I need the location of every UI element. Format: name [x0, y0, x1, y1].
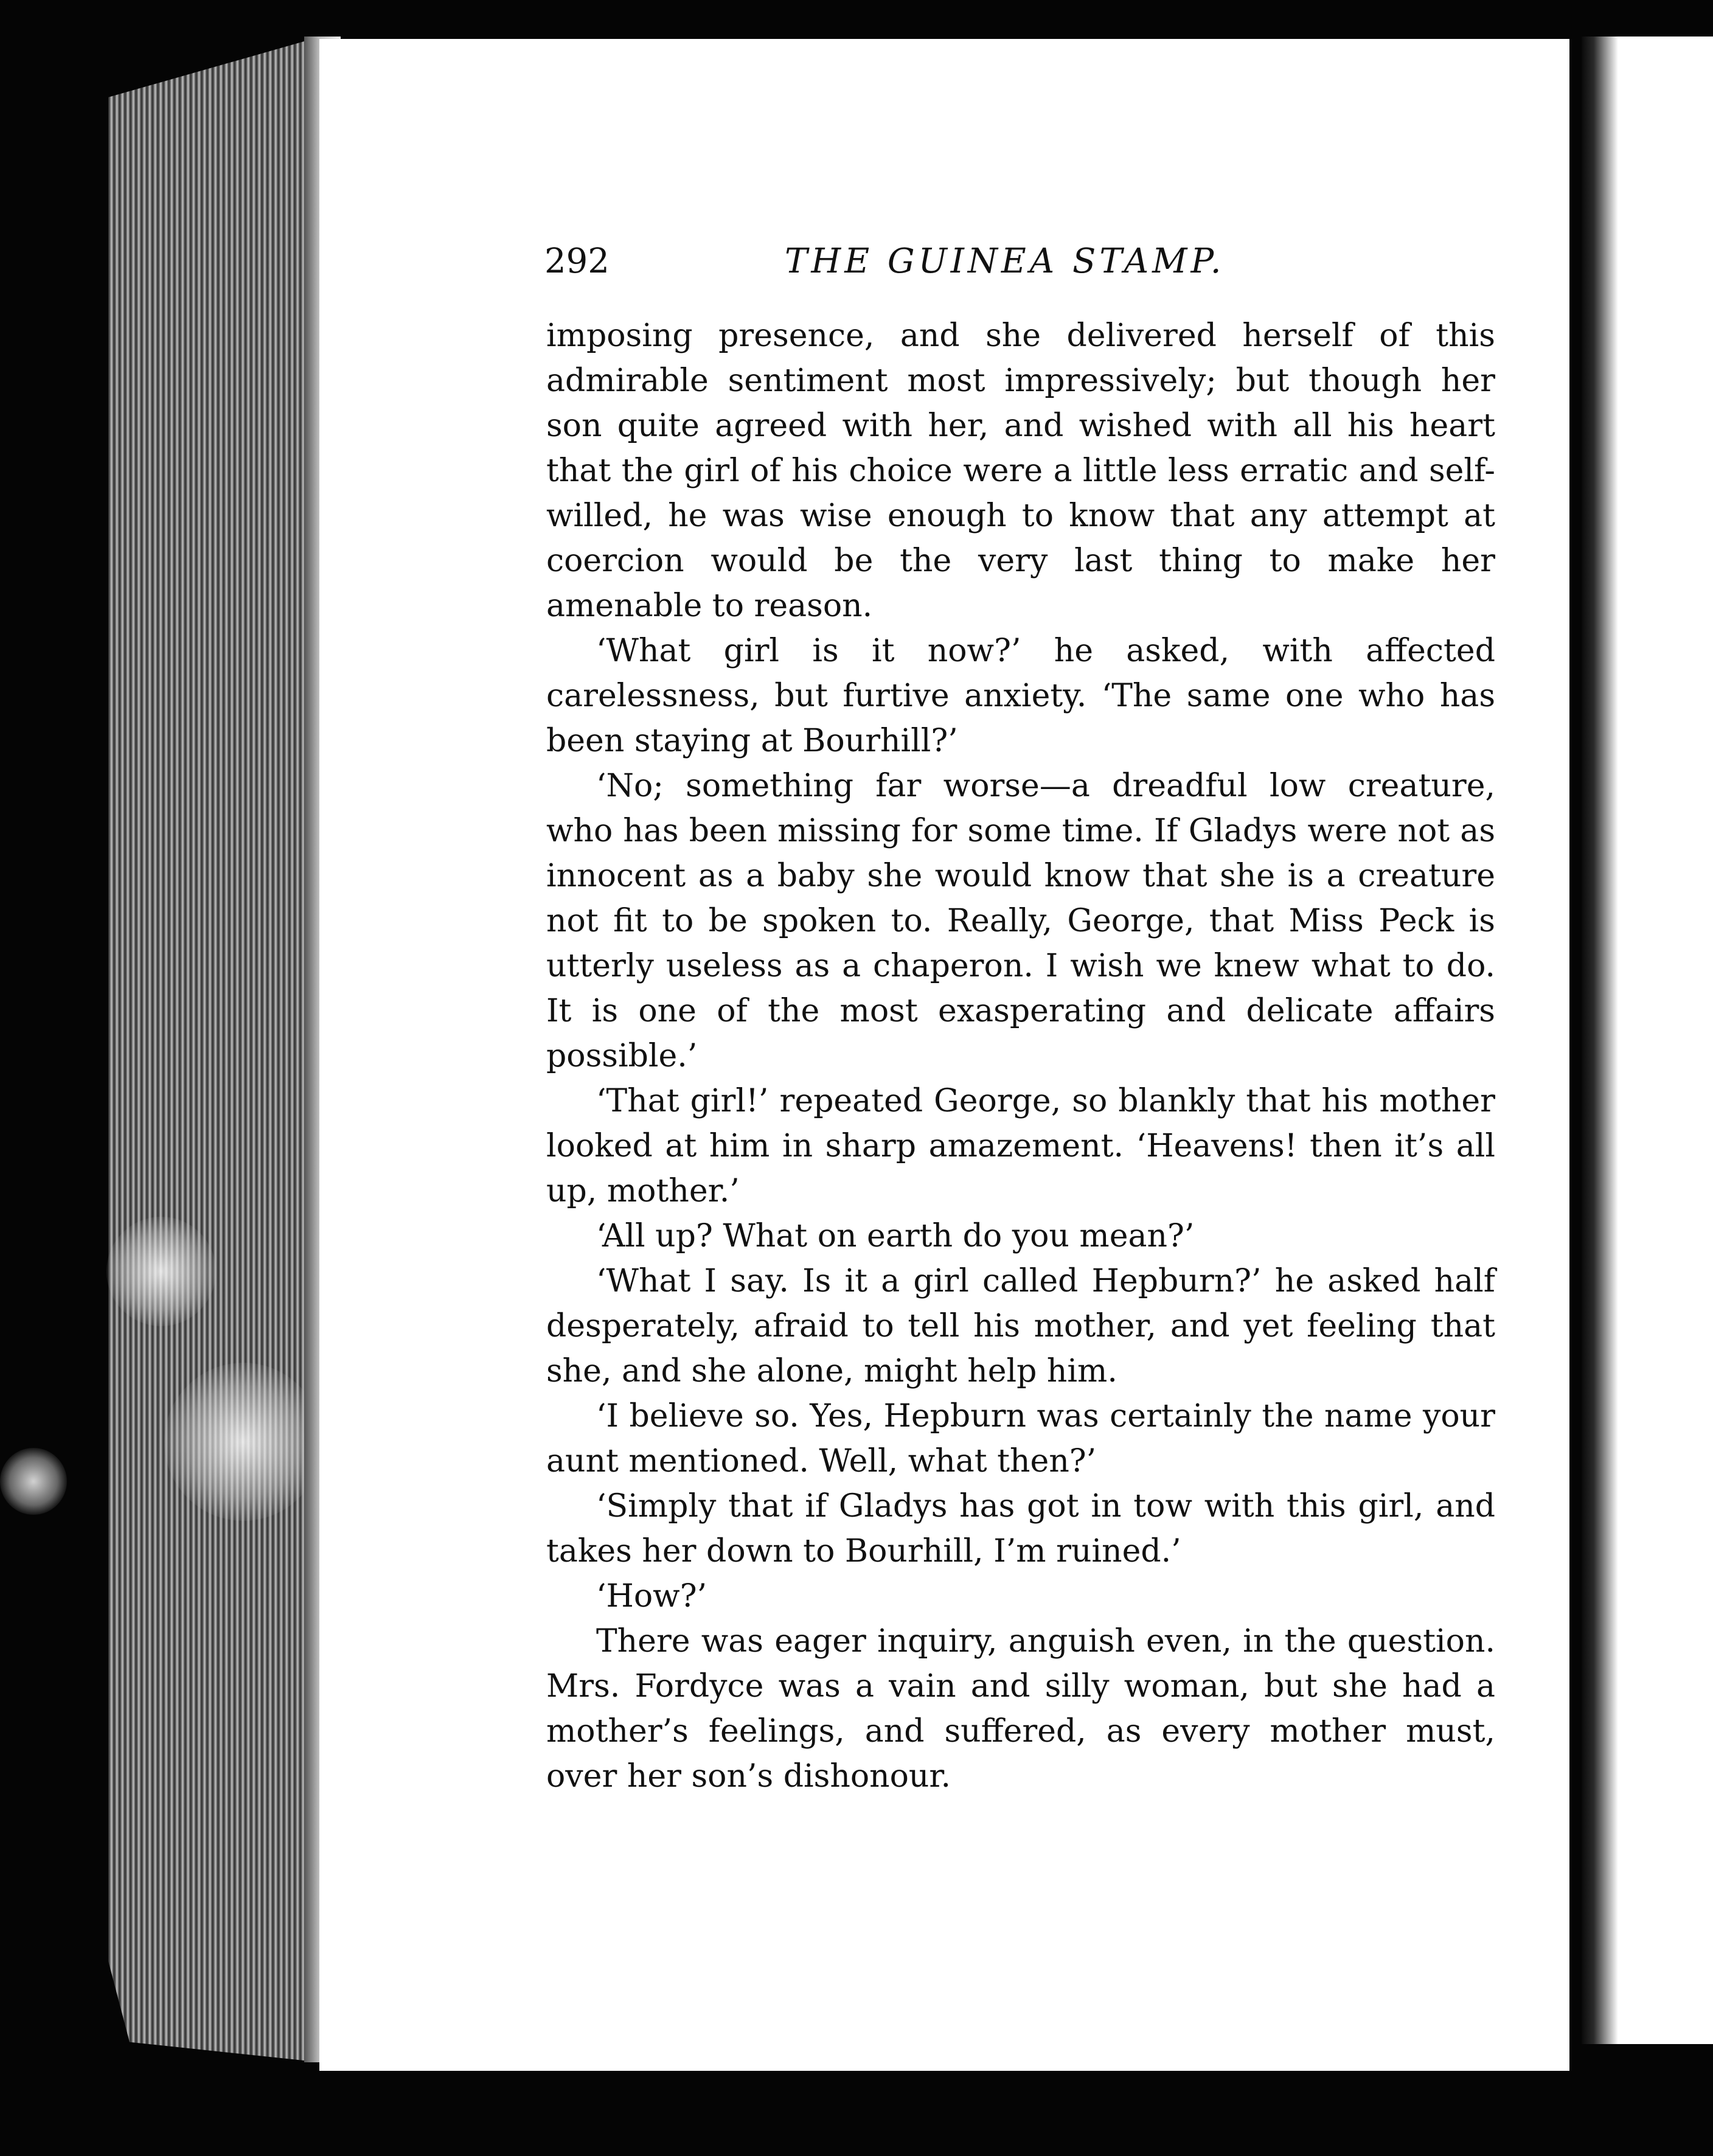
paragraph: ‘What girl is it now?’ he asked, with affected carelessness, but furtive anxiety. ‘The same one who has been staying at Bourhill?’: [546, 633, 1495, 759]
paragraph: ‘Simply that if Gladys has got in tow with this girl, and takes her down to Bourhill, I’m ruined.’: [546, 1488, 1495, 1570]
running-head: [544, 237, 1518, 286]
paragraph: There was eager inquiry, anguish even, in the question. Mrs. Fordyce was a vain and silly woman, but she had a mother’s feelings, and suffered, as every mother must, over her son’s dishonour.: [546, 1623, 1495, 1795]
book-title: THE GUINEA STAMP.: [785, 242, 1225, 281]
facing-page-edge: [1582, 37, 1713, 2044]
paragraph: ‘How?’: [596, 1578, 707, 1615]
paragraph: ‘What I say. Is it a girl called Hepburn?’ he asked half desperately, afraid to tell his mother, and yet feeling that she, and she alone, might help him.: [546, 1263, 1495, 1389]
page-stain: [164, 1363, 322, 1521]
page-stain: [0, 1448, 67, 1515]
paragraph: ‘I believe so. Yes, Hepburn was certainly the name your aunt mentioned. Well, what then?’: [546, 1398, 1495, 1480]
paragraph: imposing presence, and she delivered herself of this admirable sentiment most impressively; but though her son quite agreed with her, and wished with all his heart that the girl of his choice were a little less erratic and self-willed, he was wise enough to know that any attempt at coercion would be the very last thing to make her amenable to reason.: [546, 318, 1495, 624]
body-text: [546, 313, 1495, 1799]
paragraph: ‘No; something far worse—a dreadful low creature, who has been missing for some time. If Gladys were not as innocent as a baby she would know that she is a creature not fit to be spoken to. Really, George, that Miss Peck is utterly useless as a chaperon. I wish we knew what to do. It is one of the most exasperating and delicate affairs possible.’: [546, 768, 1495, 1074]
paragraph: ‘All up? What on earth do you mean?’: [596, 1218, 1195, 1254]
book-page-edges: [108, 37, 321, 2062]
page-number: 292: [544, 242, 610, 281]
paragraph: ‘That girl!’ repeated George, so blankly that his mother looked at him in sharp amazement. ‘Heavens! then it’s all up, mother.’: [546, 1083, 1495, 1209]
page-stain: [106, 1217, 216, 1326]
